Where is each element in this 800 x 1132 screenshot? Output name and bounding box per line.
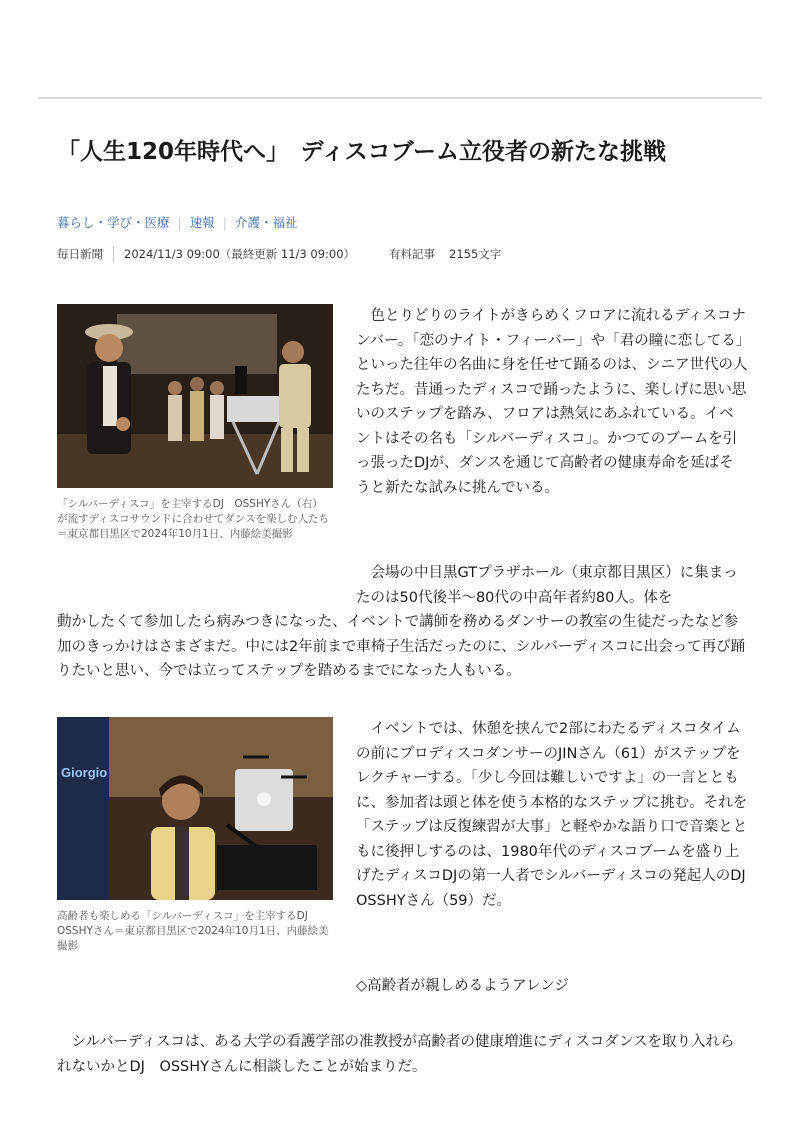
article-paragraph-3: イベントでは、休憩を挟んで2部にわたるディスコタイムの前にプロディスコダンサーのJINさん（61）がステップをレクチャーする。「少し今回は難しいですよ」の一言とともに、参加者は頭と体を使う本格的なステップに挑む。それを「ステップは反復練習が大事」と軽やかな語り口で音楽とともに後押しするのは、1980年代のディスコブームを盛り上げたディスコDJの第一人者でシルバーディスコの発起人のDJ OSSHYさん（59）だ。 (356, 721, 761, 909)
sign-text: Giorgio (61, 765, 108, 780)
category-links (57, 214, 297, 232)
photo-caption-2: 高齢者も楽しめる「シルバーディスコ」を主宰するDJ OSSHYさん＝東京都目黒区で2024年10月1日、内藤絵美撮影 (57, 910, 329, 952)
article-meta (57, 246, 501, 262)
category-separator: | (222, 215, 227, 230)
article-figure-2 (57, 717, 333, 954)
photo-illustration (57, 304, 333, 488)
article-source: 毎日新聞 (57, 246, 114, 262)
category-link-breaking[interactable]: 速報 (189, 215, 215, 230)
header-divider (38, 97, 762, 99)
article-figure-1 (57, 304, 333, 542)
paid-article-label: 有料記事 (389, 247, 436, 261)
article-paragraph-4: シルバーディスコは、ある大学の看護学部の准教授が高齢者の健康増進にディスコダンスを取り入れられないかとDJ OSSHYさんに相談したことが始まりだ。 (57, 1034, 735, 1075)
article-paragraph-2-start: 会場の中目黒GTプラザホール（東京都目黒区）に集まったのは50代後半～80代の中高年者約80人。体を (356, 565, 738, 606)
article-paragraph-1: 色とりどりのライトがきらめくフロアに流れるディスコナンバー。「恋のナイト・フィーバー」や「君の瞳に恋してる」といった往年の名曲に身を任せて踊るのは、シニア世代の人たちだ。昔通ったディスコで踊ったように、楽しげに思い思いのステップを踏み、フロアは熱気にあふれている。イベントはその名も「シルバーディスコ」。かつてのブームを引っ張ったDJが、ダンスを通じて高齢者の健康寿命を延ばそうと新たな試みに挑んでいる。 (356, 308, 748, 496)
category-link-lifestyle[interactable]: 暮らし・学び・医療 (57, 215, 170, 230)
article-title: 「人生120年時代へ」 ディスコブーム立役者の新たな挑戦 (57, 139, 666, 165)
section-subheading: ◇高齢者が親しめるようアレンジ (356, 978, 569, 994)
photo-dj-osshy[interactable] (57, 717, 333, 900)
category-link-care-welfare[interactable]: 介護・福祉 (234, 215, 298, 230)
photo-illustration (57, 717, 333, 900)
article-paragraph-2-end: 動かしたくて参加したら病みつきになった、イベントで講師を務めるダンサーの教室の生徒だったなど参加のきっかけはさまざまだ。中には2年前まで車椅子生活だったのに、シルバーディスコに出会って再び踊りたいと思い、今では立ってステップを踏めるまでになった人もいる。 (57, 614, 746, 679)
article-char-count: 2155文字 (449, 247, 502, 261)
category-separator: | (177, 215, 182, 230)
photo-disco-dancers[interactable] (57, 304, 333, 488)
article-date: 2024/11/3 09:00（最終更新 11/3 09:00） (124, 247, 356, 261)
photo-caption-1: 「シルバーディスコ」を主宰するDJ OSSHYさん（右）が流すディスコサウンドに合わせてダンスを楽しむ人たち＝東京都目黒区で2024年10月1日、内藤絵美撮影 (57, 498, 329, 540)
